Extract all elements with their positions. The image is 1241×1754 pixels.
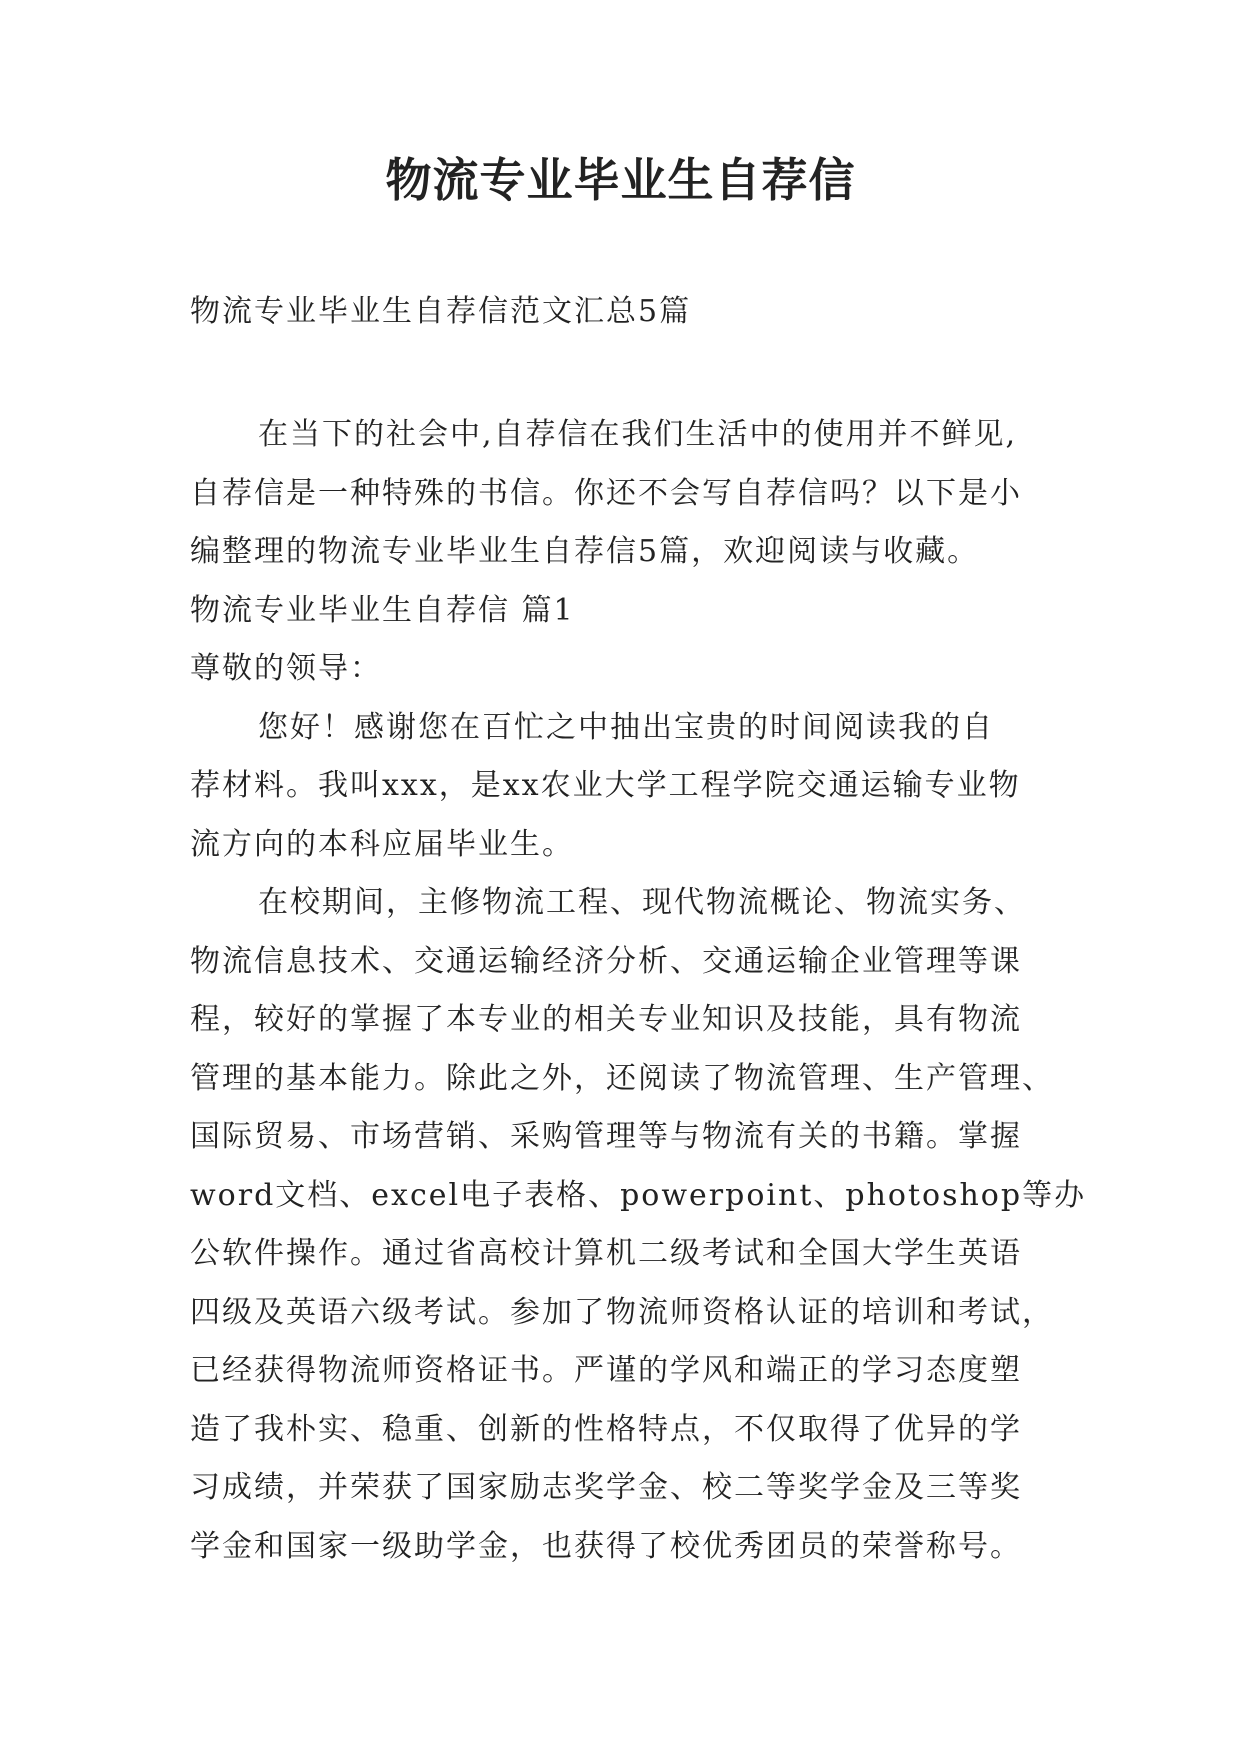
text-line: 自荐信是一种特殊的书信。你还不会写自荐信吗？以下是小	[190, 475, 1022, 511]
text-line: 造了我朴实、稳重、创新的性格特点，不仅取得了优异的学	[190, 1411, 1022, 1447]
text-line: 公软件操作。通过省高校计算机二级考试和全国大学生英语	[190, 1236, 1022, 1271]
text-line: 学金和国家一级助学金，也获得了校优秀团员的荣誉称号。	[190, 1528, 1022, 1564]
text-line: 流方向的本科应届毕业生。	[190, 826, 574, 862]
text-line: 您好！感谢您在百忙之中抽出宝贵的时间阅读我的自	[258, 709, 994, 745]
document-body	[190, 406, 1087, 1576]
text-line: 尊敬的领导：	[190, 651, 382, 686]
text-line: 在当下的社会中,自荐信在我们生活中的使用并不鲜见,	[258, 417, 1018, 452]
text-line: 管理的基本能力。除此之外，还阅读了物流管理、生产管理、	[190, 1060, 1054, 1096]
text-line: 物流专业毕业生自荐信 篇1	[190, 592, 575, 628]
text-line: 已经获得物流师资格证书。严谨的学风和端正的学习态度塑	[190, 1353, 1022, 1388]
text-line: 荐材料。我叫xxx，是xx农业大学工程学院交通运输专业物	[190, 768, 1021, 803]
text-line: word文档、excel电子表格、powerpoint、photoshop等办	[190, 1177, 1087, 1213]
text-line: 国际贸易、市场营销、采购管理等与物流有关的书籍。掌握	[190, 1119, 1022, 1154]
text-line: 编整理的物流专业毕业生自荐信5篇，欢迎阅读与收藏。	[190, 534, 980, 569]
text-line: 在校期间，主修物流工程、现代物流概论、物流实务、	[258, 885, 1026, 920]
document-title: 物流专业毕业生自荐信	[385, 153, 856, 207]
text-line: 物流信息技术、交通运输经济分析、交通运输企业管理等课	[190, 943, 1022, 979]
text-line: 四级及英语六级考试。参加了物流师资格认证的培训和考试，	[190, 1294, 1054, 1330]
text-line: 程，较好的掌握了本专业的相关专业知识及技能，具有物流	[190, 1002, 1022, 1037]
text-line: 习成绩，并荣获了国家励志奖学金、校二等奖学金及三等奖	[190, 1470, 1022, 1505]
document-subtitle: 物流专业毕业生自荐信范文汇总5篇	[190, 294, 692, 329]
